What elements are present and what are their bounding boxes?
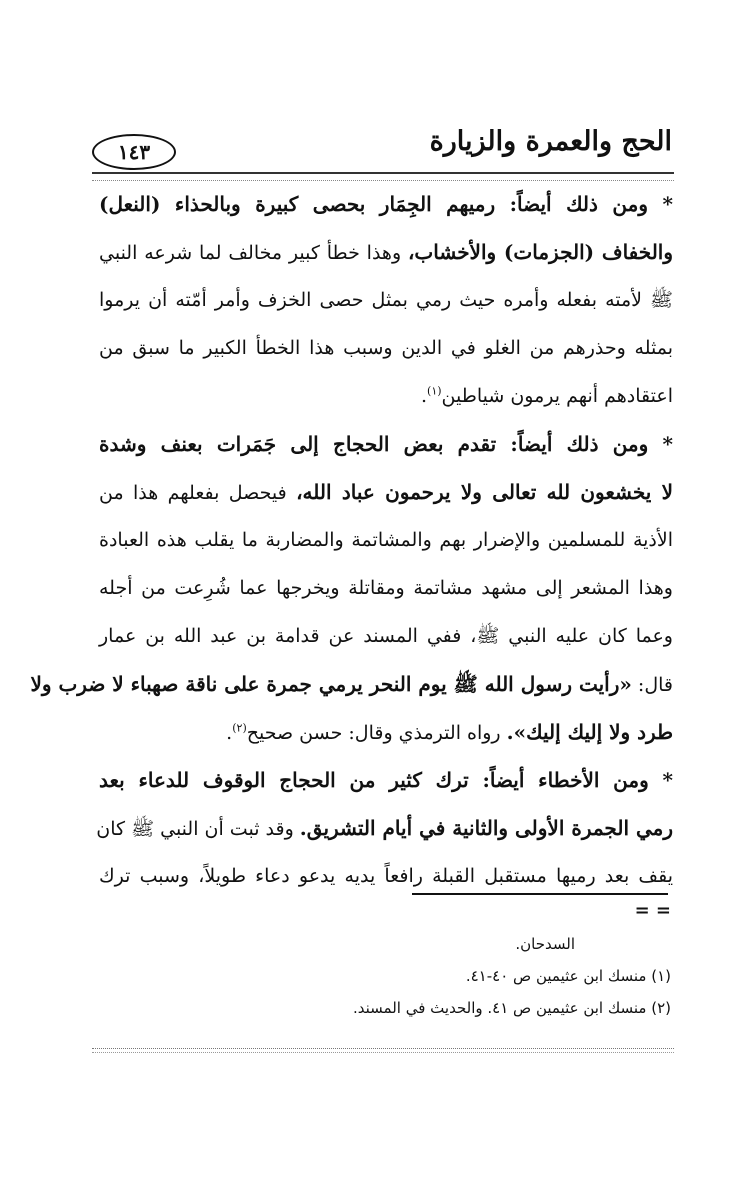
text-segment: اعتقادهم أنهم يرمون شياطين <box>441 385 673 407</box>
book-title: الحج والعمرة والزيارة <box>429 126 672 157</box>
footnote-line: (١) منسك ابن عثيمين ص ٤٠-٤١. <box>465 967 671 985</box>
page-header <box>92 122 672 170</box>
text-segment: * ومن ذلك أيضاً: رميهم الجِمَار بحصى كبيرة وبالحذاء (النعل) <box>99 192 673 216</box>
text-line <box>99 276 673 324</box>
text-segment: رواه الترمذي وقال: حسن صحيح <box>246 722 507 744</box>
text-line <box>99 564 673 612</box>
text-segment: «رأيت رسول الله ﷺ يوم النحر يرمي جمرة على ناقة صهباء لا ضرب ولا <box>30 672 632 696</box>
text-segment: رمي الجمرة الأولى والثانية في أيام التشريق. <box>299 816 673 840</box>
footnote-marker: (٢) <box>232 721 247 735</box>
footnote-line: (٢) منسك ابن عثيمين ص ٤١. والحديث في المسند. <box>353 999 671 1017</box>
body-text <box>30 180 674 900</box>
page-number: ١٤٣ <box>92 134 176 170</box>
text-segment: لا يخشعون لله تعالى ولا يرحمون عباد الله، <box>296 480 674 504</box>
text-line <box>99 372 673 420</box>
text-line <box>99 708 673 756</box>
footer-rule <box>92 1048 674 1053</box>
text-segment: فيحصل بفعلهم هذا من <box>99 482 297 504</box>
footnote-marker: (١) <box>427 384 442 398</box>
text-line <box>99 516 673 564</box>
text-segment: ﷺ لأمته بفعله وأمره حيث رمي بمثل حصى الخزف وأمر أمّته أن يرموا <box>99 289 673 311</box>
text-segment: . <box>226 722 233 744</box>
text-segment: يقف بعد رميها مستقبل القبلة رافعاً يديه يدعو دعاء طويلاً، وسبب ترك <box>99 865 673 887</box>
footnote-rule <box>412 893 668 895</box>
text-line <box>99 468 673 516</box>
text-segment: * ومن الأخطاء أيضاً: ترك كثير من الحجاج الوقوف للدعاء بعد <box>99 768 673 792</box>
text-line <box>99 420 673 468</box>
text-line <box>30 660 673 708</box>
text-segment: وعما كان عليه النبي ﷺ، ففي المسند عن قدامة بن عبد الله بن عمار <box>99 625 673 647</box>
text-segment: * ومن ذلك أيضاً: تقدم بعض الحجاج إلى جَمَرات بعنف وشدة <box>99 432 673 456</box>
text-line <box>99 324 673 372</box>
text-segment: وهذا خطأ كبير مخالف لما شرعه النبي <box>99 242 408 264</box>
text-line <box>99 228 673 276</box>
text-segment: قال: <box>631 674 673 696</box>
text-segment: طرد ولا إليك إليك». <box>506 720 673 744</box>
text-segment: وهذا المشعر إلى مشهد مشاتمة ومقاتلة ويخرجها عما شُرِعت من أجله <box>99 577 673 599</box>
text-segment: بمثله وحذرهم من الغلو في الدين وسبب هذا الخطأ الكبير ما سبق من <box>99 337 673 359</box>
footnotes <box>97 928 671 1024</box>
text-segment: . <box>420 385 428 407</box>
text-line <box>99 180 673 228</box>
text-line <box>96 804 673 852</box>
text-line <box>99 612 673 660</box>
text-line <box>99 756 673 804</box>
footnote-continuation-mark: = = <box>634 900 671 921</box>
text-segment: الأذية للمسلمين والإضرار بهم والمشاتمة والمضاربة ما يقلب هذه العبادة <box>99 529 673 551</box>
text-segment: والخفاف (الجزمات) والأخشاب، <box>407 240 674 264</box>
footnote-line: السدحان. <box>515 935 575 953</box>
text-segment: وقد ثبت أن النبي ﷺ كان <box>96 818 300 840</box>
